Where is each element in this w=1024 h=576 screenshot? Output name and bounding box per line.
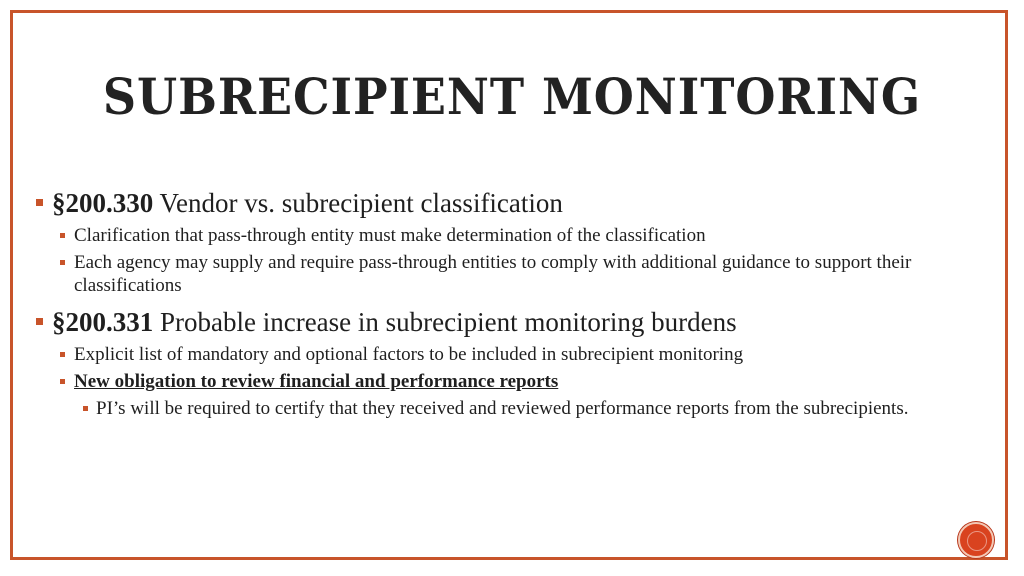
sub-bullet-factors-list bbox=[36, 343, 976, 366]
square-bullet-icon bbox=[60, 260, 65, 265]
section-code: §200.331 bbox=[52, 307, 154, 337]
sub-sub-bullet-text: PI’s will be required to certify that they received and reviewed performance reports from the subrecipients. bbox=[96, 398, 909, 419]
square-bullet-icon bbox=[36, 318, 43, 325]
logo-ring bbox=[967, 531, 987, 551]
logo-badge-icon bbox=[958, 522, 994, 558]
square-bullet-icon bbox=[36, 199, 43, 206]
square-bullet-icon bbox=[83, 406, 88, 411]
bullet-200-330 bbox=[36, 186, 976, 220]
sub-bullet-classification bbox=[36, 224, 976, 247]
sub-bullet-text-emphasis: New obligation to review financial and performance reports bbox=[74, 371, 559, 392]
square-bullet-icon bbox=[60, 233, 65, 238]
bullet-text: Probable increase in subrecipient monitoring burdens bbox=[160, 307, 737, 337]
slide-content bbox=[36, 186, 976, 420]
sub-bullet-agency-guidance bbox=[36, 251, 976, 297]
square-bullet-icon bbox=[60, 379, 65, 384]
sub-bullet-text: Each agency may supply and require pass-through entities to comply with additional guidance to support their classifications bbox=[74, 252, 912, 296]
sub-bullet-text: Explicit list of mandatory and optional factors to be included in subrecipient monitoring bbox=[74, 344, 744, 365]
section-code: §200.330 bbox=[52, 188, 154, 218]
square-bullet-icon bbox=[60, 352, 65, 357]
bullet-200-331 bbox=[36, 305, 976, 339]
sub-sub-bullet-pi-certify bbox=[36, 397, 976, 420]
slide-title: SUBRECIPIENT MONITORING bbox=[102, 67, 922, 126]
bullet-text: Vendor vs. subrecipient classification bbox=[159, 188, 563, 218]
sub-bullet-new-obligation bbox=[36, 370, 976, 393]
sub-bullet-text: Clarification that pass-through entity must make determination of the classification bbox=[74, 225, 706, 246]
